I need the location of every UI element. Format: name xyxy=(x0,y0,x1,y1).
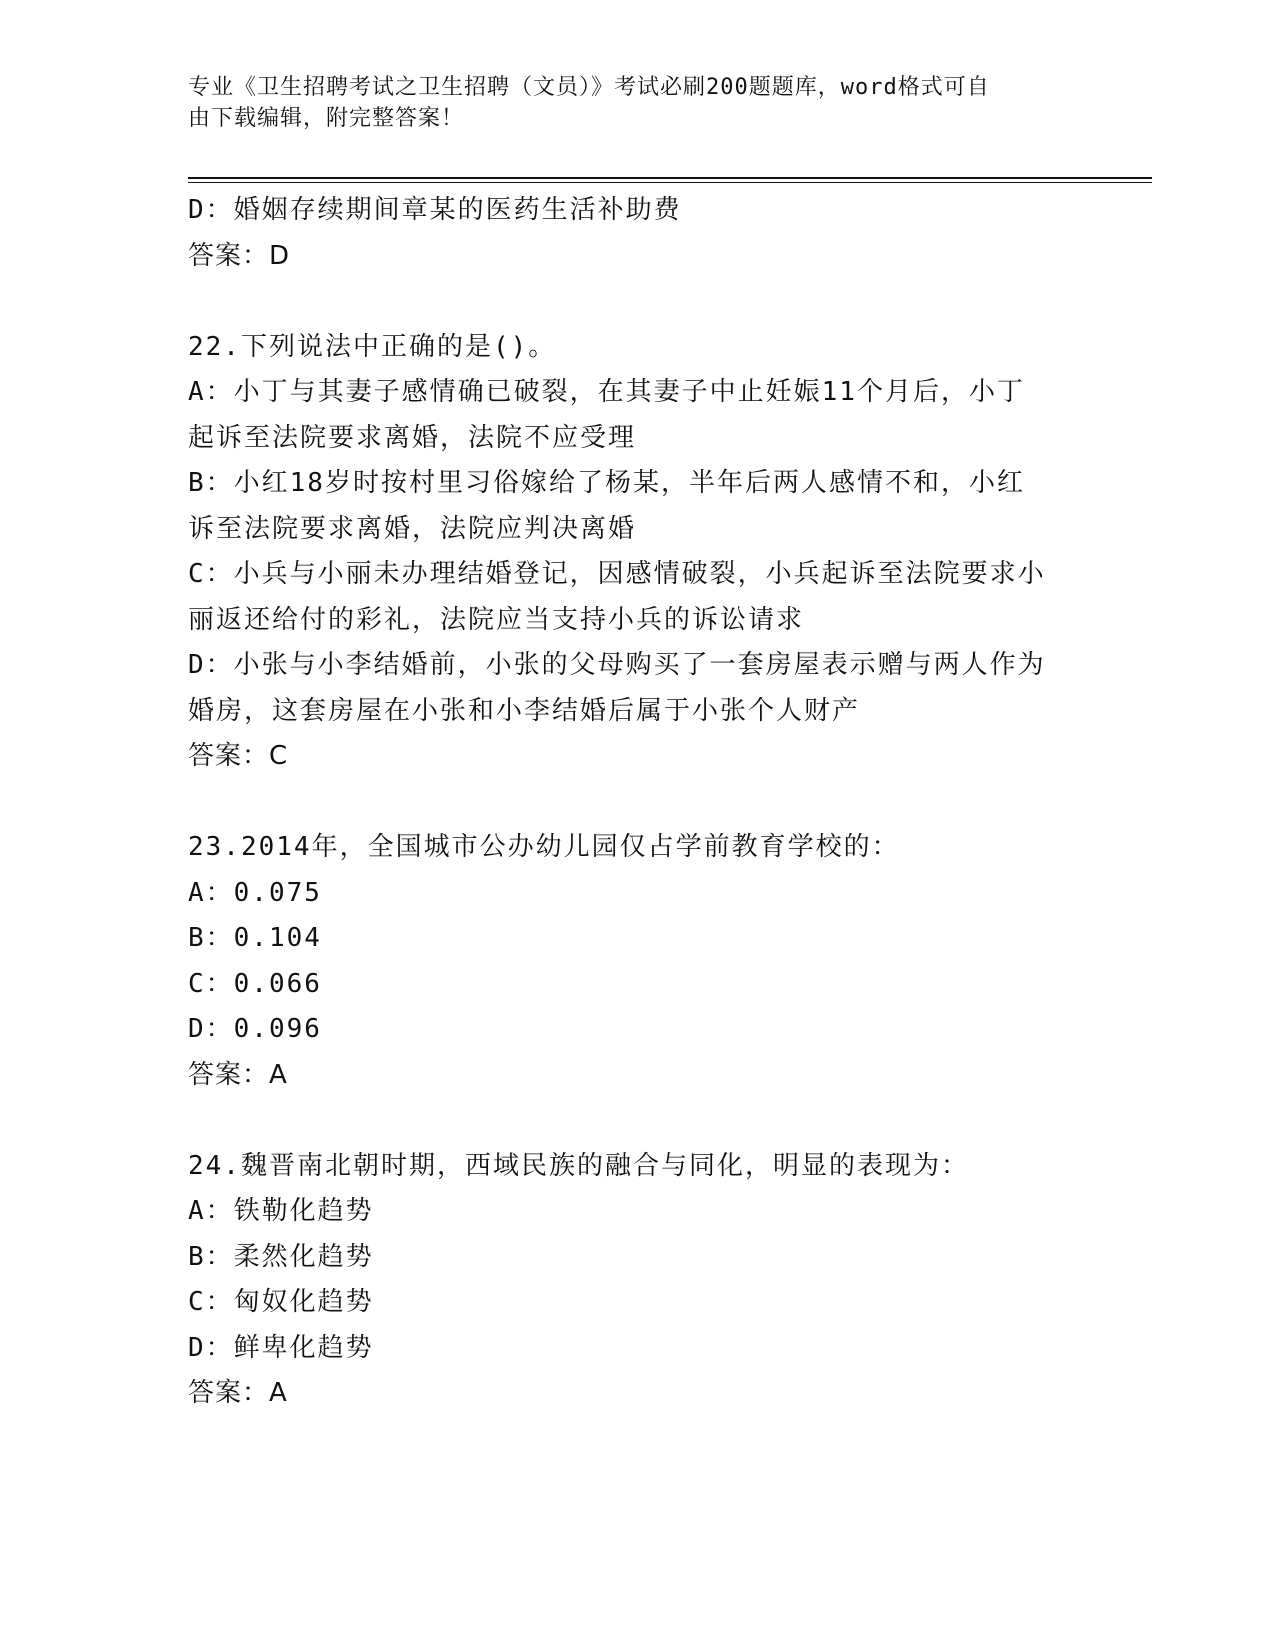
q23-option-d: D：0.096 xyxy=(188,1014,322,1044)
q22-option-d-line-2: 婚房，这套房屋在小张和小李结婚后属于小张个人财产 xyxy=(188,695,861,726)
q23-option-c: C：0.066 xyxy=(188,968,322,999)
q22-option-b-line-1: B：小红18岁时按村里习俗嫁给了杨某，半年后两人感情不和，小红 xyxy=(188,468,1025,498)
question-22 xyxy=(188,325,1088,780)
q21-answer: 答案：D xyxy=(188,240,291,271)
spacer xyxy=(188,780,1088,826)
header-line-1: 专业《卫生招聘考试之卫生招聘（文员）》考试必刷200题题库，word格式可自 xyxy=(188,75,990,100)
q23-answer: 答案：A xyxy=(188,1059,288,1090)
q22-option-c-line-2: 丽返还给付的彩礼，法院应当支持小兵的诉讼请求 xyxy=(188,604,805,635)
question-21-tail xyxy=(188,188,1088,279)
header-divider-thin xyxy=(188,182,1152,183)
header-line-2: 由下载编辑，附完整答案！ xyxy=(188,106,465,131)
q22-option-a-line-2: 起诉至法院要求离婚，法院不应受理 xyxy=(188,422,637,453)
q22-answer: 答案：C xyxy=(188,741,289,771)
q24-question: 24.魏晋南北朝时期，西域民族的融合与同化，明显的表现为： xyxy=(188,1150,969,1181)
q23-option-a: A：0.075 xyxy=(188,877,322,908)
q22-option-b-line-2: 诉至法院要求离婚，法院应判决离婚 xyxy=(188,513,637,544)
document-header xyxy=(188,72,1088,134)
q24-option-c: C：匈奴化趋势 xyxy=(188,1287,374,1317)
q24-answer: 答案：A xyxy=(188,1378,288,1408)
q24-option-b: B：柔然化趋势 xyxy=(188,1241,374,1272)
question-24 xyxy=(188,1144,1088,1417)
spacer xyxy=(188,1098,1088,1144)
q22-option-d-line-1: D：小张与小李结婚前，小张的父母购买了一套房屋表示赠与两人作为 xyxy=(188,650,1046,680)
q23-option-b: B：0.104 xyxy=(188,923,322,953)
q22-option-a-line-1: A：小丁与其妻子感情确已破裂，在其妻子中止妊娠11个月后，小丁 xyxy=(188,377,1025,407)
q21-option-d: D：婚姻存续期间章某的医药生活补助费 xyxy=(188,195,682,225)
header-divider-thick xyxy=(188,177,1152,179)
q22-option-c-line-1: C：小兵与小丽未办理结婚登记，因感情破裂，小兵起诉至法院要求小 xyxy=(188,559,1046,589)
spacer xyxy=(188,279,1088,325)
q23-question: 23.2014年，全国城市公办幼儿园仅占学前教育学校的： xyxy=(188,832,900,862)
q22-question: 22.下列说法中正确的是()。 xyxy=(188,331,557,362)
question-23 xyxy=(188,825,1088,1098)
document-body xyxy=(188,188,1088,1417)
q24-option-d: D：鲜卑化趋势 xyxy=(188,1332,374,1363)
q24-option-a: A：铁勒化趋势 xyxy=(188,1196,374,1226)
